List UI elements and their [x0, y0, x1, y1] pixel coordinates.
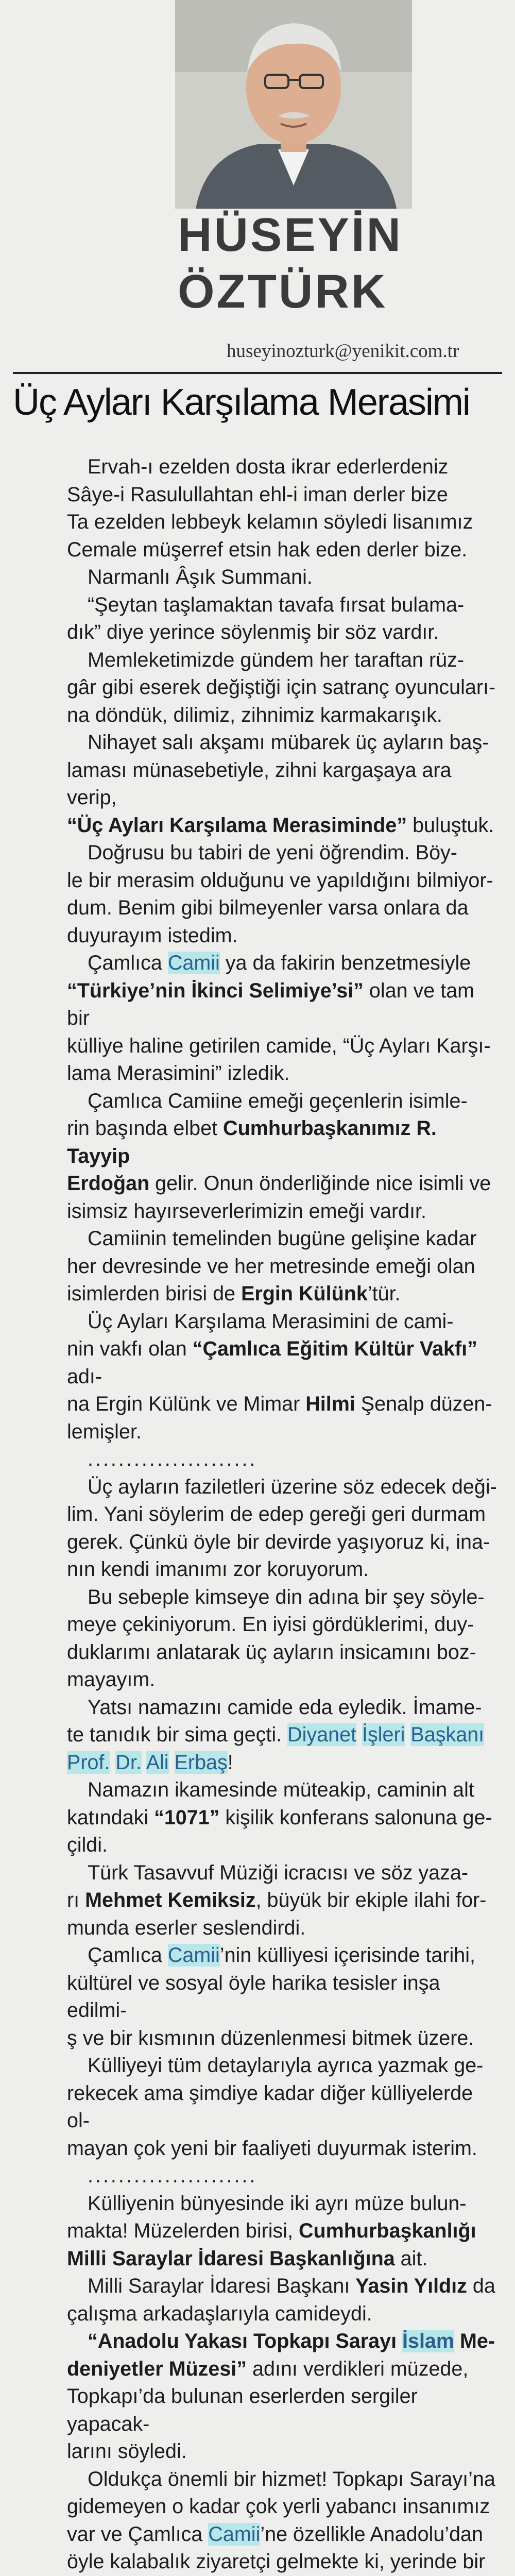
- article-paragraph: Narmanlı Âşık Summani.: [67, 564, 500, 591]
- author-photo-image: [175, 0, 412, 209]
- article-body: [67, 453, 500, 2576]
- article-headline: Üç Ayları Karşılama Merasimi: [13, 382, 507, 423]
- article-paragraph: Milli Saraylar İdaresi Başkanı Yasin Yıldız da çalışma arkadaşlarıyla camideydi.: [67, 2273, 500, 2328]
- article-paragraph: Türk Tasavvuf Müziği icracısı ve söz yaza- rı Mehmet Kemiksiz, büyük bir ekiple ilahi for- munda eserler seslendirdi.: [67, 1859, 500, 1942]
- article-paragraph: Namazın ikamesinde müteakip, caminin alt katındaki “1071” kişilik konferans salonuna ge- çildi.: [67, 1776, 500, 1859]
- section-separator: ......................: [67, 1446, 500, 1473]
- header-divider: [13, 372, 502, 374]
- article-paragraph: Camiinin temelinden bugüne gelişine kadar her devresinde ve her metresinde emeği olan isimlerden birisi de Ergin Külünk’tür.: [67, 1225, 500, 1308]
- article-paragraph: Yatsı namazını camide eda eyledik. İmame- te tanıdık bir sima geçti. Diyanet İşleri Başkanı Prof. Dr. Ali Erbaş!: [67, 1694, 500, 1777]
- article-paragraph: Külliyenin bünyesinde iki ayrı müze bulun- makta! Müzelerden birisi, Cumhurbaşkanlığı Milli Saraylar İdaresi Başkanlığına ait.: [67, 2190, 500, 2273]
- article-paragraph: Memleketimizde gündem her taraftan rüz- gâr gibi eserek değiştiği için satranç oyuncuları- na döndük, dilimiz, zihnimiz karmakarışık.: [67, 647, 500, 730]
- section-separator: ......................: [67, 2162, 500, 2190]
- author-last-name: ÖZTÜRK: [178, 268, 387, 315]
- article-paragraph: Ervah-ı ezelden dosta ikrar ederlerdeniz Sâye-i Rasulullahtan ehl-i iman derler bize Ta ezelden lebbeyk kelamın söyledi lisanımız Cemale müşerref etsin hak eden derler bize.: [67, 453, 500, 564]
- article-paragraph: Üç Ayları Karşılama Merasimini de cami- nin vakfı olan “Çamlıca Eğitim Kültür Vakfı” adı- na Ergin Külünk ve Mimar Hilmi Şenalp düzen- lemişler.: [67, 1308, 500, 1446]
- article-paragraph: Çamlıca Camii’nin külliyesi içerisinde tarihi, kültürel ve sosyal öyle harika tesisler inşa edilmi- ş ve bir kısmının düzenlenmesi bitmek üzere.: [67, 1942, 500, 2052]
- article-paragraph: Nihayet salı akşamı mübarek üç ayların baş- laması münasebetiyle, zihni kargaşaya ara verip, “Üç Ayları Karşılama Merasiminde” buluştuk.: [67, 729, 500, 839]
- article-paragraph: “Anadolu Yakası Topkapı Sarayı İslam Me- deniyetler Müzesi” adını verdikleri müzede, Topkapı’da bulunan eserlerden sergiler yapacak- larını söyledi.: [67, 2328, 500, 2466]
- article-paragraph: “Şeytan taşlamaktan tavafa fırsat bulama- dık” diye yerince söylenmiş bir söz vardır.: [67, 591, 500, 647]
- article-paragraph: Oldukça önemli bir hizmet! Topkapı Sarayı’na gidemeyen o kadar çok yerli yabancı insanımız var ve Çamlıca Camii’ne özellikle Anadolu’dan öyle kalabalık ziyaretçi gelmekte ki, yerinde bir: [67, 2466, 500, 2576]
- article-paragraph: Üç ayların faziletleri üzerine söz edecek deği- lim. Yani söylerim de edep gereği geri durmam gerek. Çünkü öyle bir devirde yaşıyoruz ki, ina- nın kendi imanımı zor koruyorum.: [67, 1473, 500, 1584]
- author-first-name: HÜSEYİN: [178, 211, 403, 259]
- article-paragraph: Çamlıca Camii ya da fakirin benzetmesiyle “Türkiye’nin İkinci Selimiye’si” olan ve tam bir külliye haline getirilen camide, “Üç Ayları Karşı- lama Merasimini” izledik.: [67, 950, 500, 1088]
- author-photo: [175, 0, 412, 209]
- article-paragraph: Bu sebeple kimseye din adına bir şey söyle- meye çekiniyorum. En iyisi gördüklerimi, duy- duklarımı anlatarak üç ayların insicamını boz- mayayım.: [67, 1584, 500, 1694]
- article-paragraph: Külliyeyi tüm detaylarıyla ayrıca yazmak ge- rekecek ama şimdiye kadar diğer külliyelerde ol- mayan çok yeni bir faaliyeti duyurmak isterim.: [67, 2052, 500, 2162]
- author-email[interactable]: huseyinozturk@yenikit.com.tr: [227, 340, 494, 362]
- article-paragraph: Çamlıca Camiine emeği geçenlerin isimle- rin başında elbet Cumhurbaşkanımız R. Tayyip Erdoğan gelir. Onun önderliğinde nice isimli ve isimsiz hayırseverlerimizin emeği vardır.: [67, 1088, 500, 1226]
- article-paragraph: Doğrusu bu tabiri de yeni öğrendim. Böy- le bir merasim olduğunu ve yapıldığını bilmiyor- dum. Benim gibi bilmeyenler varsa onlara da duyurayım istedim.: [67, 839, 500, 950]
